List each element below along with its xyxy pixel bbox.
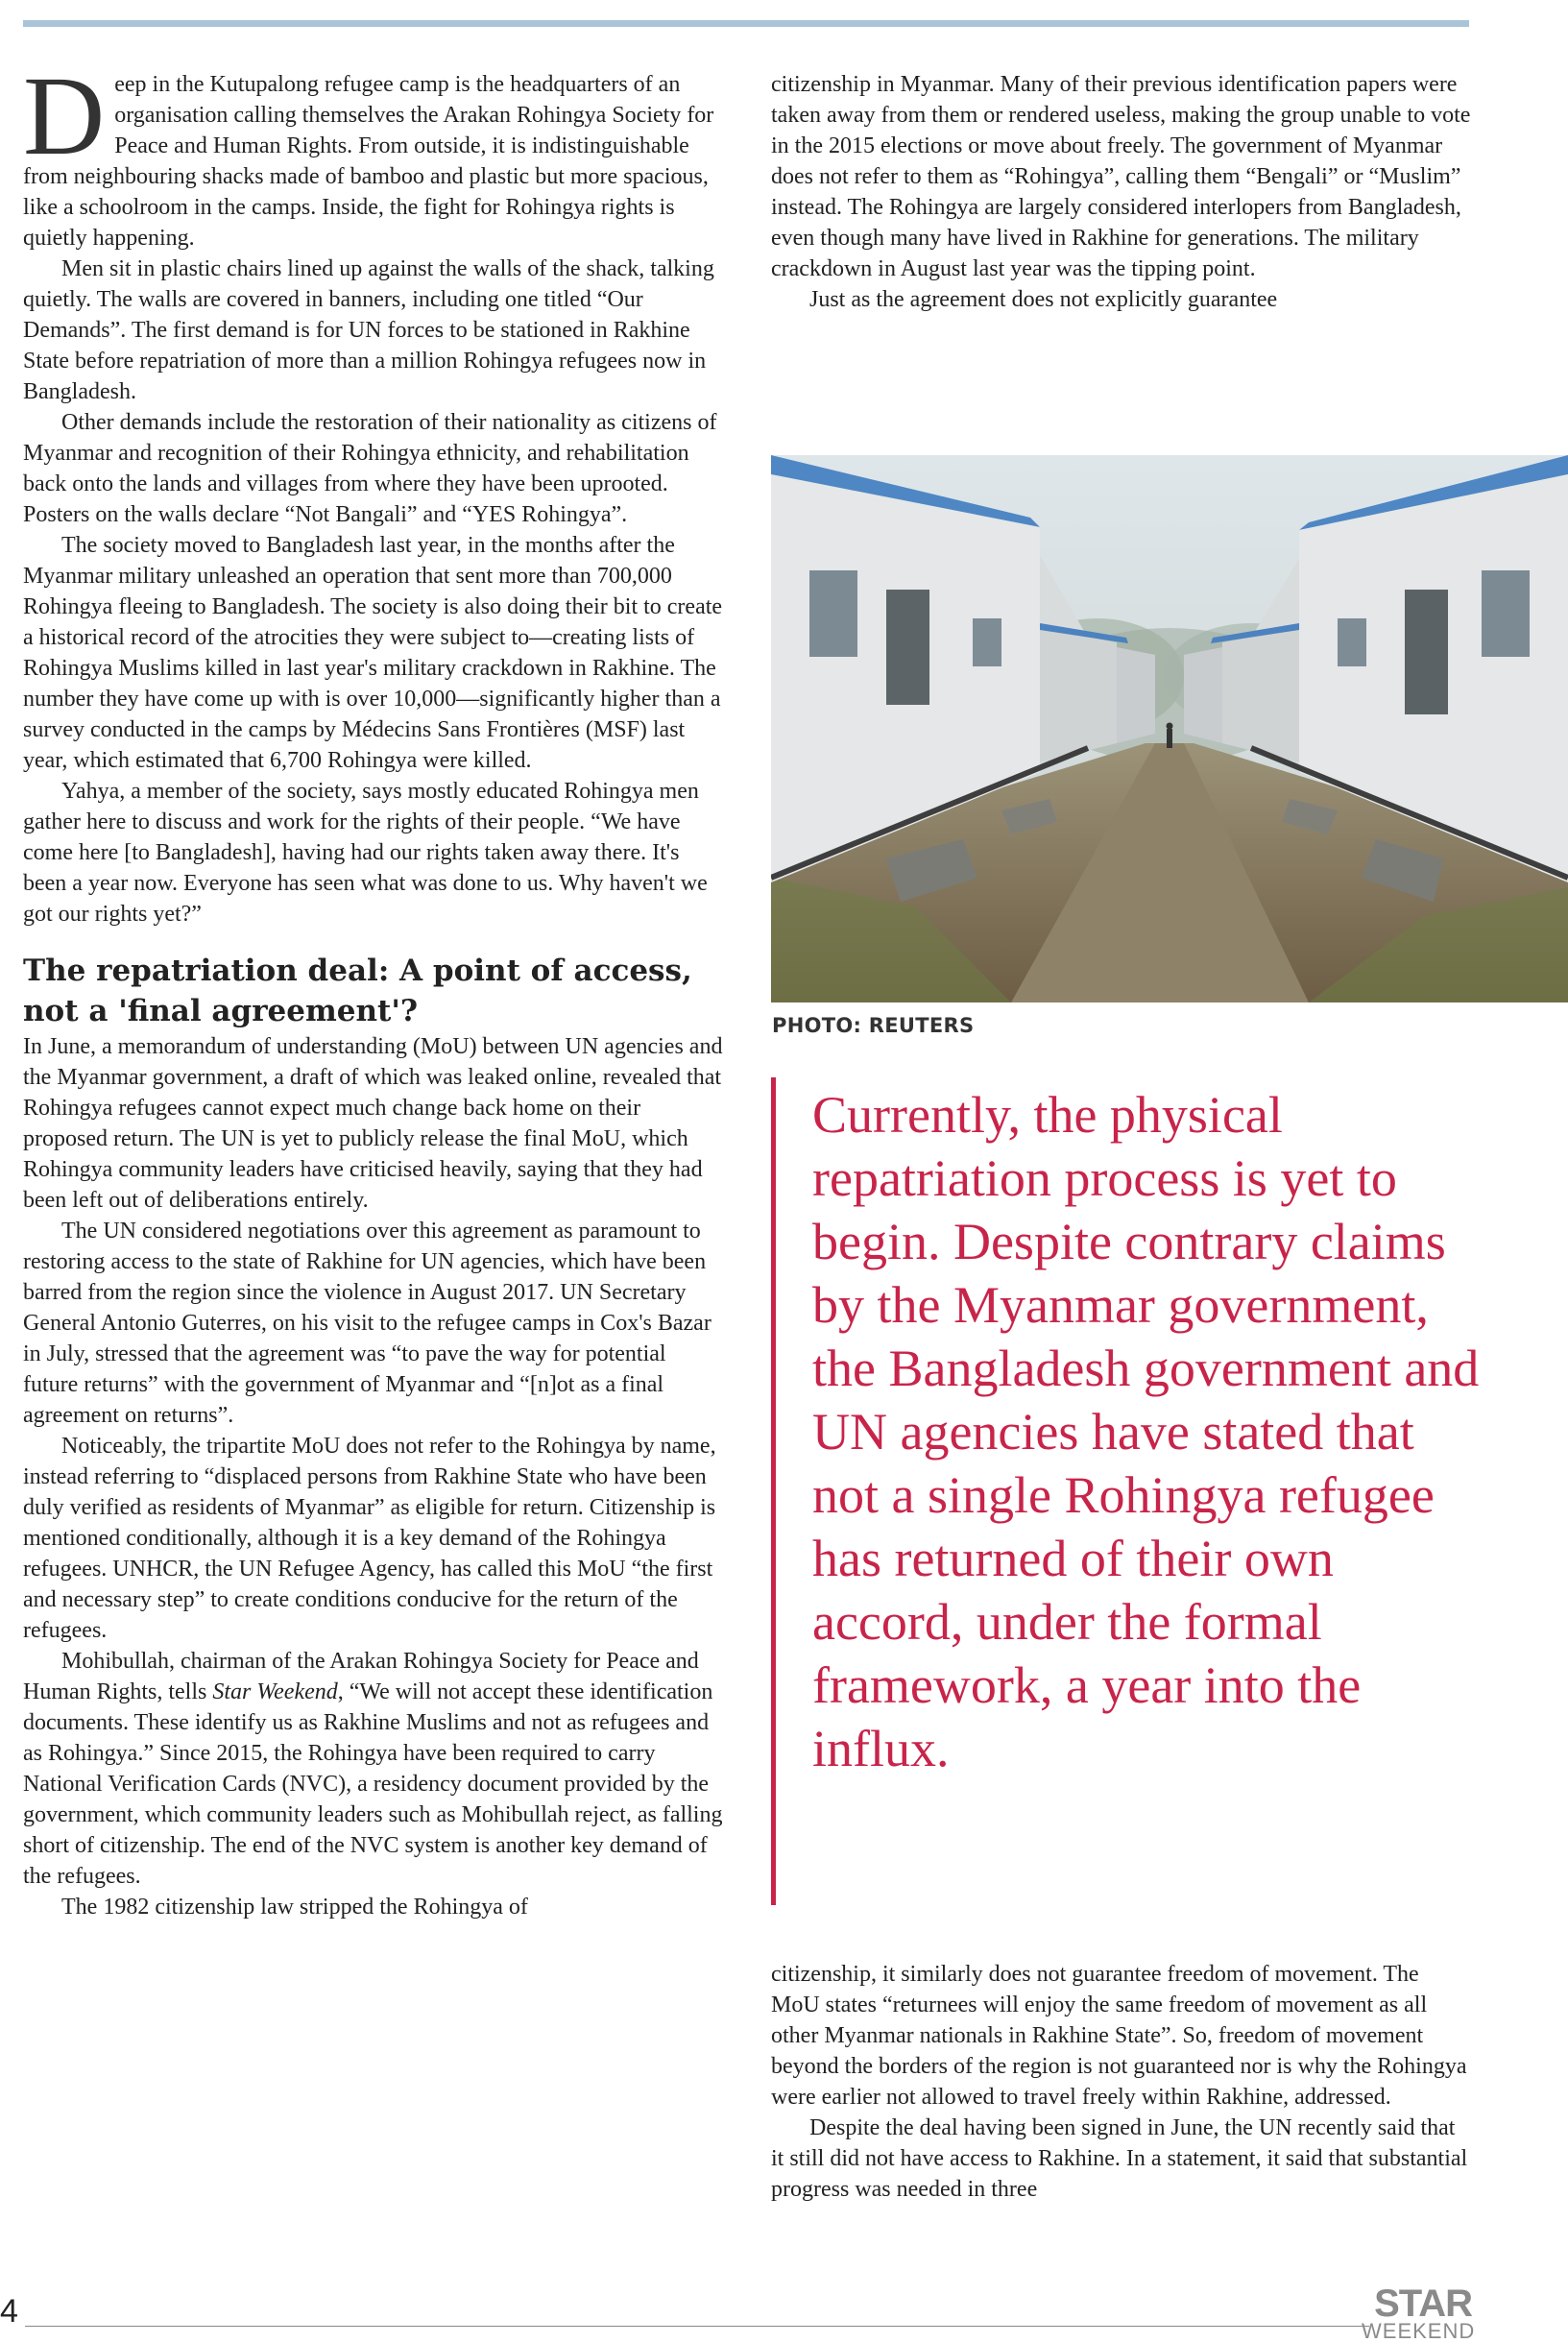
pullquote-accent-bar (771, 1077, 776, 1905)
body-paragraph: Mohibullah, chairman of the Arakan Rohingya Society for Peace and Human Rights, tells Star Weekend, “We will not accept these identification documents. These identify us as Rakhine Muslims and not as refugees and as Rohingya.” Since 2015, the Rohingya have been required to carry National Verification Cards (NVC), a residency document provided by the government, which community leaders such as Mohibullah reject, as falling short of citizenship. The end of the NVC system is another key demand of the refugees. (23, 1649, 723, 1889)
body-paragraph: Noticeably, the tripartite MoU does not refer to the Rohingya by name, instead referring to “displaced persons from Rakhine State who have been duly verified as residents of Myanmar” as eligible for return. Citizenship is mentioned conditionally, although it is a key demand of the Rohingya refugees. UNHCR, the UN Refugee Agency, has called this MoU “the first and necessary step” to create conditions conducive for the return of the refugees. (23, 1434, 716, 1643)
left-column (23, 53, 724, 1922)
body-paragraph: Despite the deal having been signed in June, the UN recently said that it still did not have access to Rakhine. In a statement, it said that substantial progress was needed in three (771, 2115, 1468, 2202)
top-rule (23, 20, 1469, 27)
body-paragraph: Men sit in plastic chairs lined up against the walls of the shack, talking quietly. The walls are covered in banners, including one titled “Our Demands”. The first demand is for UN forces to be stationed in Rakhine State before repatriation of more than a million Rohingya refugees now in Bangladesh. (23, 256, 714, 404)
footer-rule (25, 2326, 1369, 2327)
section-subheading: The repatriation deal: A point of access, not a 'final agreement'? (23, 954, 692, 1028)
pull-quote: Currently, the physical repatriation process is yet to begin. Despite contrary claims by the Myanmar government, the Bangladesh government and UN agencies have stated that not a single Rohingya refugee has returned of their own accord, under the formal framework, a year into the influx. (812, 1086, 1480, 1777)
right-column-top (771, 69, 1472, 315)
body-paragraph: The UN considered negotiations over this agreement as paramount to restoring access to the state of Rakhine for UN agencies, which have been barred from the region since the violence in August 2017. UN Secretary General Antonio Guterres, on his visit to the refugee camps in Cox's Bazar in July, stressed that the agreement was “to pave the way for potential future returns” with the government of Myanmar and “[n]ot as a final agreement on returns”. (23, 1219, 712, 1428)
body-paragraph: The 1982 citizenship law stripped the Rohingya of (61, 1895, 528, 1920)
body-paragraph: citizenship, it similarly does not guarantee freedom of movement. The MoU states “returnees will enjoy the same freedom of movement as all other Myanmar nationals in Rakhine State”. So, freedom of movement beyond the borders of the region is not guaranteed nor is why the Rohingya were earlier not allowed to travel freely within Rakhine, addressed. (771, 1962, 1467, 2110)
right-column-bottom (771, 1959, 1472, 2205)
refugee-shelters-photo (771, 455, 1568, 1002)
body-paragraph: Other demands include the restoration of their nationality as citizens of Myanmar and recognition of their Rohingya ethnicity, and rehabilitation back onto the lands and villages from where they have been uprooted. Posters on the walls declare “Not Bangali” and “YES Rohingya”. (23, 410, 717, 527)
body-paragraph: The society moved to Bangladesh last year, in the months after the Myanmar military unleashed an operation that sent more than 700,000 Rohingya fleeing to Bangladesh. The society is also doing their bit to create a historical record of the atrocities they were subject to—creating lists of Rohingya Muslims killed in last year's military crackdown in Rakhine. The number they have come up with is over 10,000—significantly higher than a survey conducted in the camps by Médecins Sans Frontières (MSF) last year, which estimated that 6,700 Rohingya were killed. (23, 533, 723, 773)
body-paragraph: Yahya, a member of the society, says mostly educated Rohingya men gather here to discuss and work for the rights of their people. “We have come here [to Bangladesh], having had our rights taken away there. It's been a year now. Everyone has seen what was done to us. Why haven't we got our rights yet?” (23, 779, 708, 927)
star-weekend-logo: STAR WEEKEND (1362, 2283, 1476, 2343)
page-number: 4 (0, 2293, 18, 2330)
body-paragraph: Just as the agreement does not explicitly guarantee (809, 287, 1278, 312)
body-paragraph: citizenship in Myanmar. Many of their previous identification papers were taken away from them or rendered useless, making the group unable to vote in the 2015 elections or move about freely. The government of Myanmar does not refer to them as “Rohingya”, calling them “Bengali” or “Muslim” instead. The Rohingya are largely considered interlopers from Bangladesh, even though many have lived in Rakhine for generations. The military crackdown in August last year was the tipping point. (771, 72, 1471, 281)
intro-paragraph: Deep in the Kutupalong refugee camp is the headquarters of an organisation calling themselves the Arakan Rohingya Society for Peace and Human Rights. From outside, it is indistinguishable from neighbouring shacks made of bamboo and plastic but more spacious, like a schoolroom in the camps. Inside, the fight for Rohingya rights is quietly happening. (23, 53, 714, 251)
body-paragraph: In June, a memorandum of understanding (MoU) between UN agencies and the Myanmar government, a draft of which was leaked online, revealed that Rohingya refugees cannot expect much change back home on their proposed return. The UN is yet to publicly release the final MoU, which Rohingya community leaders have criticised heavily, saying that they had been left out of deliberations entirely. (23, 1034, 723, 1213)
publication-name: Star Weekend (212, 1679, 338, 1704)
drop-cap: D (23, 53, 106, 179)
photo-caption: PHOTO: REUTERS (772, 1014, 975, 1037)
